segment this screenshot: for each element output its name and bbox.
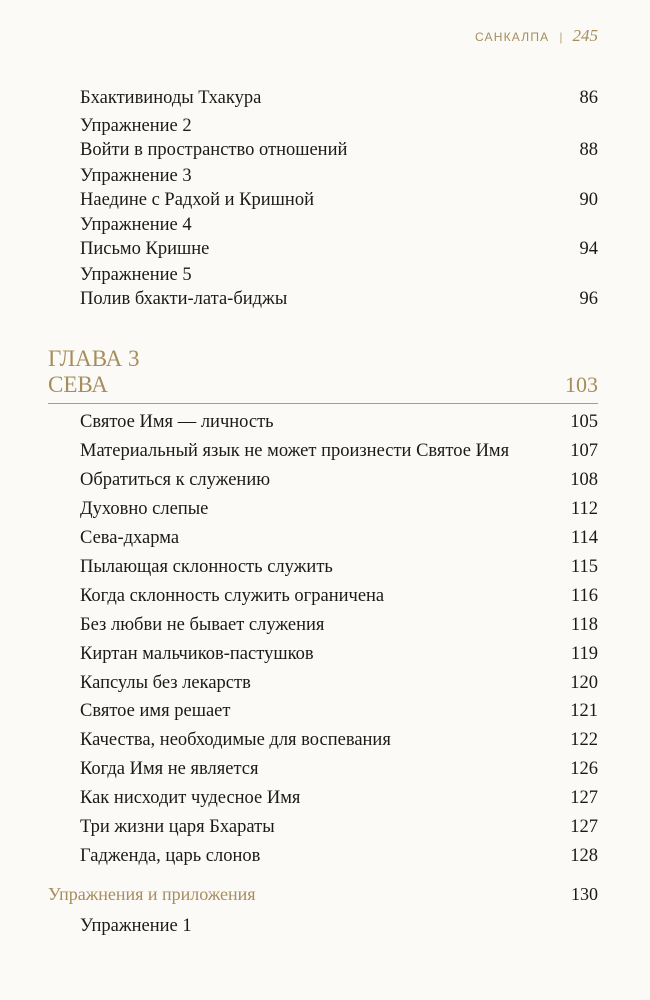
- chapter-title: СЕВА: [48, 372, 108, 397]
- toc-entry: [80, 642, 598, 666]
- running-header: [475, 26, 598, 46]
- toc-entry-page: 105: [570, 412, 598, 432]
- toc-entry-page: 107: [570, 441, 598, 461]
- toc-entry: [80, 844, 598, 868]
- toc-entry-title-line1: Упражнение 3: [80, 166, 192, 186]
- toc-entry: [80, 728, 598, 752]
- toc-entry-page: 115: [570, 557, 598, 577]
- toc-entry-title: Сева-дхарма: [80, 528, 180, 548]
- toc-entry-title: Киртан мальчиков-пастушков: [80, 644, 314, 664]
- toc-entry-title: Качества, необходимые для воспевания: [80, 730, 391, 750]
- exercises-heading-title: Упражнения и приложения: [48, 884, 256, 904]
- toc-entry: [80, 699, 598, 723]
- chapter-number: ГЛАВА 3: [48, 346, 140, 371]
- toc-entry: [80, 555, 598, 579]
- chapter-heading: [48, 346, 598, 398]
- toc-entry-page: 94: [579, 239, 598, 259]
- toc-entry-page: 126: [570, 759, 598, 779]
- toc-entry: [80, 815, 598, 839]
- toc-entry: [80, 671, 598, 695]
- toc-entry: [80, 757, 598, 781]
- toc-entry-title-line1: Упражнение 5: [80, 265, 192, 285]
- toc-entry: [80, 213, 598, 261]
- toc-entry-page: 116: [570, 586, 598, 606]
- toc-entry-page: 127: [570, 817, 598, 837]
- toc-entry-title: Когда Имя не является: [80, 759, 259, 779]
- running-header-section: САНКАЛПА: [474, 30, 550, 44]
- toc-entry-title: Упражнение 1: [80, 916, 192, 936]
- toc-entry-title: Бхактивиноды Тхакура: [80, 88, 262, 108]
- toc-entry-page: 96: [579, 289, 598, 309]
- toc-entry-page: 86: [579, 88, 598, 108]
- toc-entry: [80, 439, 598, 463]
- toc-entry-title-line1: Упражнение 4: [80, 215, 192, 235]
- toc-entry-title-line2: Войти в пространство отношений: [80, 140, 348, 160]
- toc-entry-page: 112: [570, 499, 598, 519]
- chapter-page: 103: [565, 372, 598, 397]
- toc-entry-title: Пылающая склонность служить: [80, 557, 333, 577]
- toc-entry-title-line2: Письмо Кришне: [80, 239, 210, 259]
- chapter-divider: [48, 403, 598, 404]
- toc-entry-title: Как нисходит чудесное Имя: [80, 788, 301, 808]
- toc-entry-page: 108: [570, 470, 598, 490]
- toc-entry-title: Духовно слепые: [80, 499, 209, 519]
- toc-entry-page: 127: [570, 788, 598, 808]
- toc-entry-page: 121: [570, 701, 598, 721]
- toc-entry-title: Обратиться к служению: [80, 470, 271, 490]
- toc-entry: [80, 263, 598, 311]
- running-header-separator: |: [559, 30, 563, 44]
- toc-entry-title: Материальный язык не может произнести Святое Имя: [80, 441, 510, 461]
- toc-entry-page: 90: [579, 190, 598, 210]
- toc-entry-page: 118: [570, 615, 598, 635]
- toc-entry: [80, 114, 598, 162]
- toc-entry-page: 122: [570, 730, 598, 750]
- toc-entry: [80, 613, 598, 637]
- toc-entry-title: Капсулы без лекарств: [80, 673, 251, 693]
- toc-entry-title: Когда склонность служить ограничена: [80, 586, 385, 606]
- toc-entry: [80, 468, 598, 492]
- exercises-heading: [48, 882, 598, 906]
- toc-entry: [80, 526, 598, 550]
- toc-entry: [80, 410, 598, 434]
- toc-entry-title: Гадженда, царь слонов: [80, 846, 261, 866]
- toc-entry-page: 128: [570, 846, 598, 866]
- toc-entry-title-line2: Наедине с Радхой и Кришной: [80, 190, 314, 210]
- toc-entry: [80, 584, 598, 608]
- toc-entry: [80, 86, 598, 110]
- toc-entry-page: 114: [570, 528, 598, 548]
- toc-entry-page: 120: [570, 673, 598, 693]
- toc-entry-title-line1: Упражнение 2: [80, 116, 192, 136]
- toc-entry-title: Святое имя решает: [80, 701, 231, 721]
- toc-entry-title: Три жизни царя Бхараты: [80, 817, 275, 837]
- toc-entry: [80, 914, 598, 938]
- toc-entry-page: 119: [570, 644, 598, 664]
- toc-entry-page: 88: [579, 140, 598, 160]
- toc-entry-title: Святое Имя — личность: [80, 412, 274, 432]
- toc-entry: [80, 786, 598, 810]
- toc-entry-title-line2: Полив бхакти-лата-биджы: [80, 289, 288, 309]
- toc-entry: [80, 164, 598, 212]
- page-number: 245: [572, 26, 598, 45]
- toc-entry-title: Без любви не бывает служения: [80, 615, 325, 635]
- toc-entry: [80, 497, 598, 521]
- exercises-heading-page: 130: [571, 884, 598, 904]
